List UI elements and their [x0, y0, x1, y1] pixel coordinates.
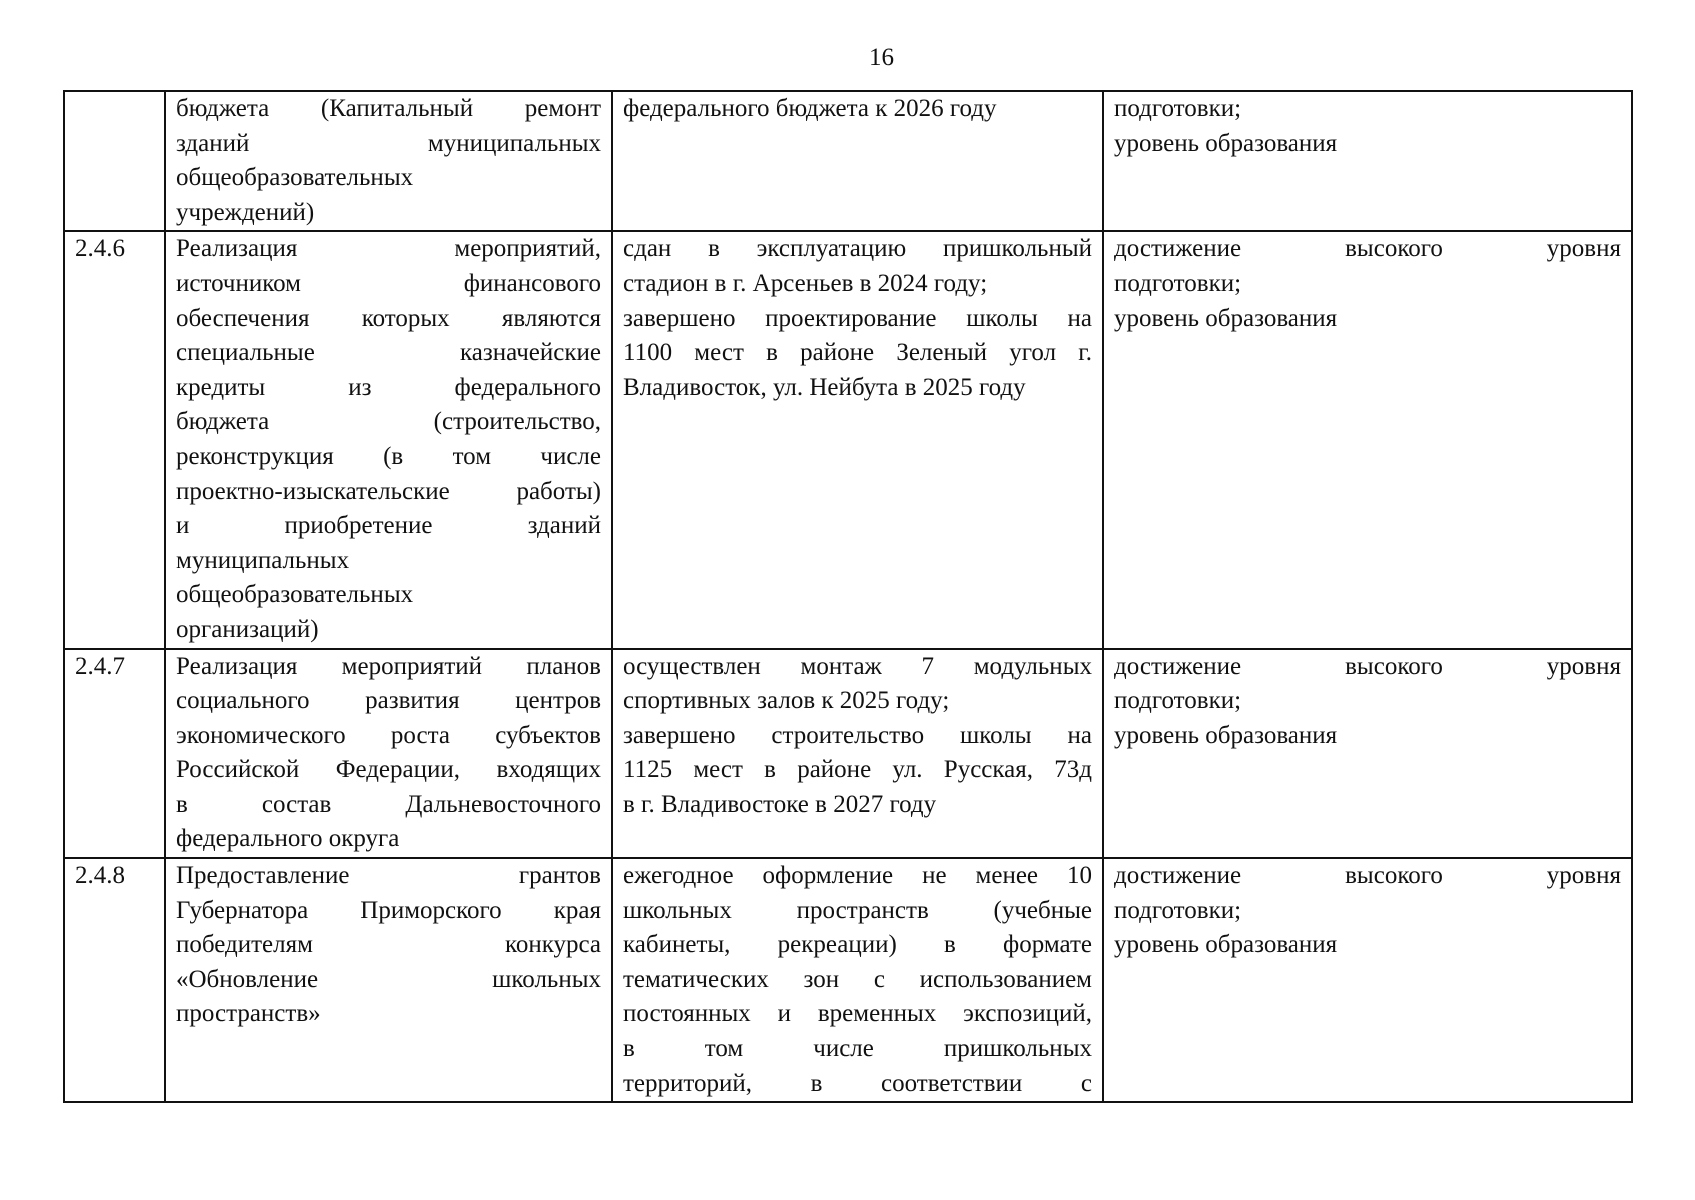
cell-text-line: реконструкция (в том числе [176, 442, 601, 470]
cell-text-line: ежегодное оформление не менее 10 [623, 862, 1092, 890]
cell-text-line: кредиты из федерального [176, 373, 601, 401]
cell-text-line: специальные казначейские [176, 339, 601, 367]
cell-text-line: и приобретение зданий [176, 512, 601, 540]
cell-text-line: спортивных залов к 2025 году; [623, 687, 950, 715]
cell-text-line: 1125 мест в районе ул. Русская, 73д [623, 756, 1092, 784]
goal-cell [1103, 858, 1632, 1102]
expected-result-cell [612, 649, 1103, 859]
measure-name-cell [165, 858, 612, 1102]
table-row [64, 858, 1632, 1102]
cell-text-line: муниципальных [176, 546, 350, 574]
cell-text-line: победителям конкурса [176, 931, 601, 959]
cell-text-line: завершено строительство школы на [623, 721, 1092, 749]
cell-text-line: достижение высокого уровня [1114, 862, 1621, 890]
cell-text-line: обеспечения которых являются [176, 304, 601, 332]
cell-text-line: источником финансового [176, 269, 601, 297]
cell-text-line: постоянных и временных экспозиций, [623, 1000, 1092, 1028]
cell-text-line: завершено проектирование школы на [623, 304, 1092, 332]
cell-text-line: подготовки; [1114, 896, 1242, 924]
cell-text-line: тематических зон с использованием [623, 965, 1092, 993]
cell-text-line: общеобразовательных [176, 164, 414, 192]
measure-name-cell [165, 91, 612, 231]
cell-text-line: в г. Владивостоке в 2027 году [623, 790, 937, 818]
measures-table [63, 90, 1633, 1103]
goal-cell [1103, 231, 1632, 648]
cell-text-line: школьных пространств (учебные [623, 896, 1092, 924]
cell-text-line: зданий муниципальных [176, 129, 601, 157]
measure-name-cell [165, 649, 612, 859]
measure-name-cell [165, 231, 612, 648]
cell-text-line: уровень образования [1114, 304, 1338, 332]
cell-text-line: Реализация мероприятий, [176, 235, 601, 263]
cell-text-line: организаций) [176, 615, 319, 643]
cell-text-line: «Обновление школьных [176, 965, 601, 993]
goal-cell [1103, 91, 1632, 231]
cell-text-line: бюджета (Капитальный ремонт [176, 95, 601, 122]
cell-text-line: уровень образования [1114, 931, 1338, 959]
cell-text-line: федерального бюджета к 2026 году [623, 95, 997, 122]
cell-text-line: кабинеты, рекреации) в формате [623, 931, 1092, 959]
cell-text-line: социального развития центров [176, 687, 601, 715]
cell-text-line: подготовки; [1114, 95, 1242, 122]
cell-text-line: осуществлен монтаж 7 модульных [623, 652, 1092, 680]
row-number-cell: 2.4.6 [64, 231, 165, 648]
cell-text-line: уровень образования [1114, 129, 1338, 157]
cell-text-line: в том числе пришкольных [623, 1035, 1092, 1063]
cell-text-line: проектно-изыскательские работы) [176, 477, 601, 505]
cell-text-line: стадион в г. Арсеньев в 2024 году; [623, 269, 988, 297]
expected-result-cell [612, 858, 1103, 1102]
cell-text-line: в состав Дальневосточного [176, 790, 601, 818]
cell-text-line: 1100 мест в районе Зеленый угол г. [623, 339, 1092, 367]
cell-text-line: сдан в эксплуатацию пришкольный [623, 235, 1092, 263]
cell-text-line: достижение высокого уровня [1114, 235, 1621, 263]
cell-text-line: Реализация мероприятий планов [176, 652, 601, 680]
expected-result-cell [612, 91, 1103, 231]
page-number: 16 [869, 44, 894, 71]
cell-text-line: экономического роста субъектов [176, 721, 601, 749]
expected-result-cell [612, 231, 1103, 648]
table-body [64, 91, 1632, 1102]
row-number-cell: 2.4.8 [64, 858, 165, 1102]
table-row [64, 91, 1632, 231]
cell-text-line: подготовки; [1114, 687, 1242, 715]
cell-text-line: достижение высокого уровня [1114, 652, 1621, 680]
cell-text-line: Российской Федерации, входящих [176, 756, 601, 784]
row-number-cell [64, 91, 165, 231]
table-row [64, 649, 1632, 859]
cell-text-line: федерального округа [176, 825, 400, 853]
cell-text-line: Губернатора Приморского края [176, 896, 601, 924]
cell-text-line: пространств» [176, 1000, 321, 1028]
cell-text-line: Предоставление грантов [176, 862, 601, 890]
cell-text-line: уровень образования [1114, 721, 1338, 749]
table-row [64, 231, 1632, 648]
cell-text-line: территорий, в соответствии с [623, 1069, 1092, 1097]
cell-text-line: общеобразовательных [176, 581, 414, 609]
cell-text-line: учреждений) [176, 198, 315, 226]
cell-text-line: подготовки; [1114, 269, 1242, 297]
goal-cell [1103, 649, 1632, 859]
cell-text-line: Владивосток, ул. Нейбута в 2025 году [623, 373, 1026, 401]
row-number-cell: 2.4.7 [64, 649, 165, 859]
cell-text-line: бюджета (строительство, [176, 408, 601, 436]
